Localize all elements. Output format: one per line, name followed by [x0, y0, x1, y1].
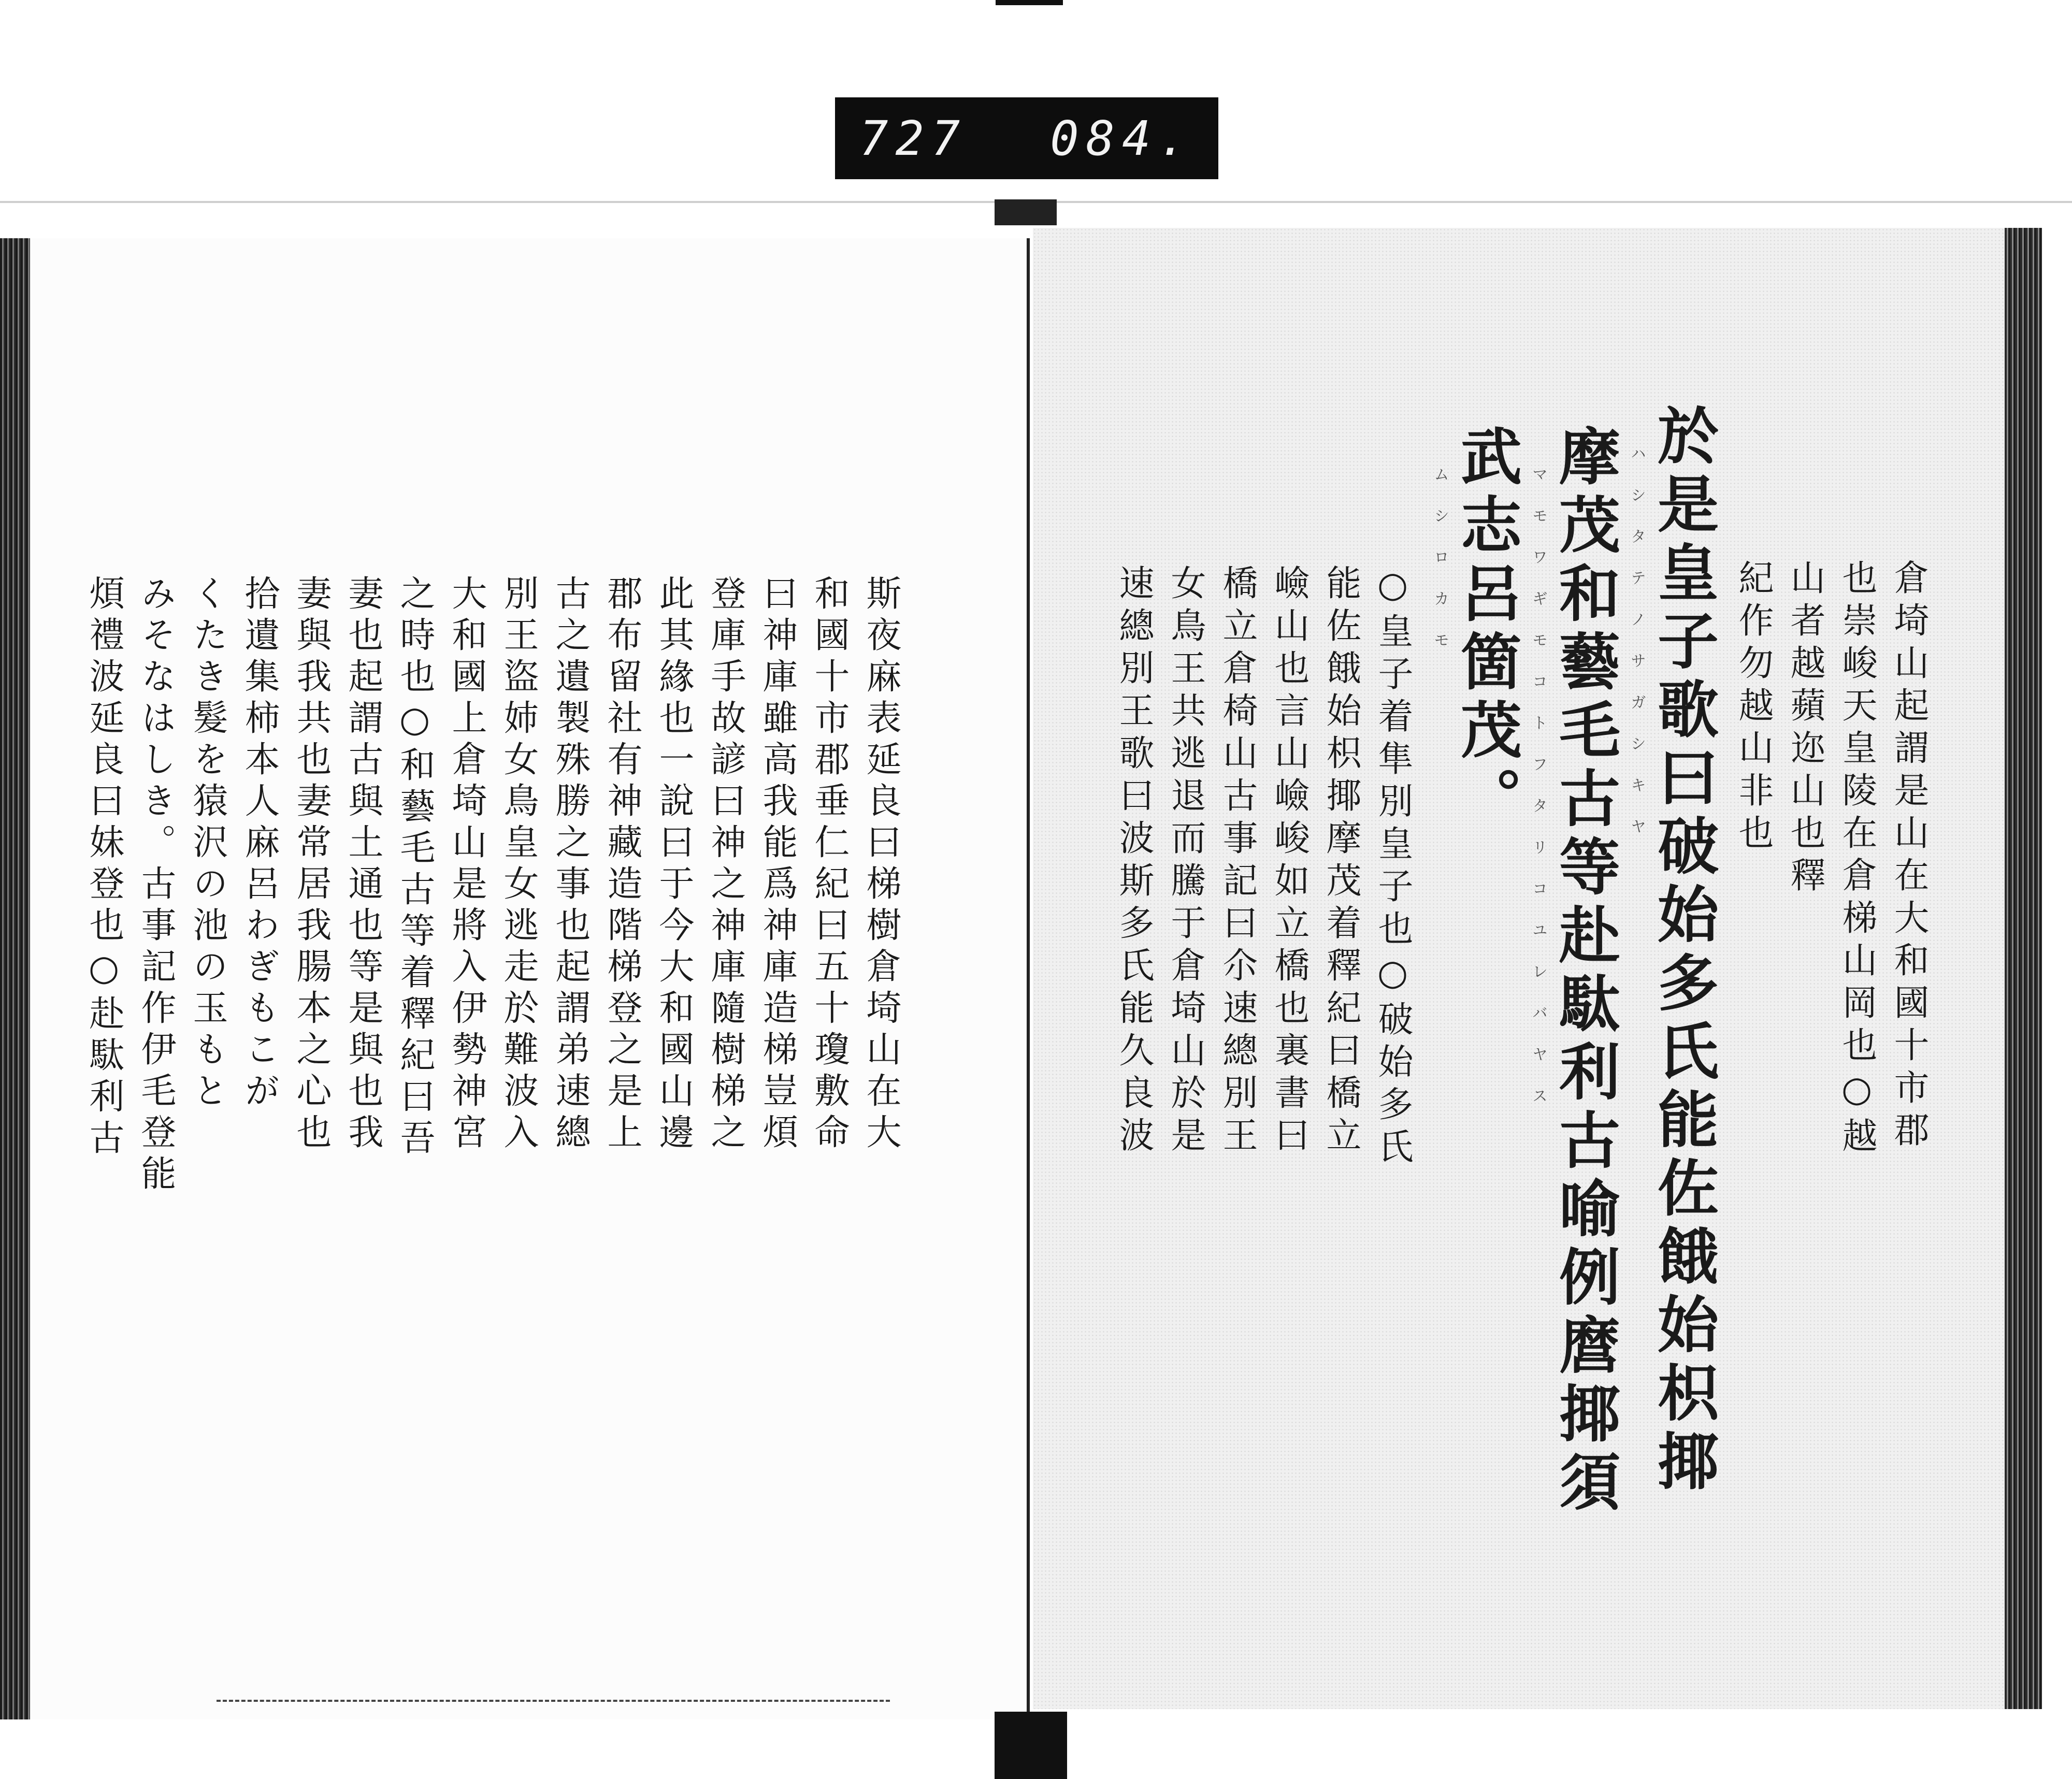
left-page — [30, 238, 1030, 1719]
text-column: 橋立倉椅山古事記曰尒速總別王 — [1217, 565, 1258, 1159]
text-column: 女鳥王共逃退而騰于倉埼山於是 — [1165, 565, 1206, 1159]
film-frame-label — [835, 97, 1218, 179]
poem-reading: マモワギモコトフタリコユレバヤス — [1529, 466, 1547, 1129]
film-top-mark — [996, 0, 1063, 5]
text-column: くたき髮を猿沢の池の玉もと — [187, 575, 228, 1113]
book-binding-bottom — [995, 1712, 1067, 1779]
text-column: 妻也起謂古與土通也等是與也我 — [342, 575, 383, 1155]
film-reel-number: 727 — [859, 110, 968, 166]
text-column: 曰神庫雖高我能爲神庫造梯豈煩 — [757, 575, 798, 1155]
film-frame-number: 084. — [1050, 110, 1194, 166]
text-column: 煩禮波延良曰妹登也○赴駄利古 — [83, 575, 124, 1161]
text-column: 和國十市郡垂仁紀曰五十瓊敷命 — [809, 575, 850, 1155]
text-column: 拾遺集柿本人麻呂わぎもこが — [239, 575, 280, 1113]
text-column: 大和國上倉埼山是將入伊勢神宮 — [446, 575, 487, 1155]
text-column: 此其緣也一說曰于今大和國山邊 — [653, 575, 694, 1155]
book-edge-left — [0, 238, 30, 1719]
right-page — [1033, 228, 2005, 1709]
text-column: 郡布留社有神藏造階梯登之是上 — [601, 575, 642, 1155]
poem-column: 武志呂箇茂。 — [1450, 425, 1522, 835]
text-column: ○皇子着隼別皇子也○破始多氏 — [1372, 565, 1413, 1170]
page-footer-rule — [217, 1700, 890, 1704]
book-binding-top — [995, 199, 1057, 225]
poem-reading: ムシロカモ — [1431, 466, 1449, 673]
text-column: 登庫手故諺曰神之神庫隨樹梯之 — [705, 575, 746, 1155]
poem-reading: ハシタテノサガシキヤ — [1628, 445, 1646, 860]
text-column: 紀作勿越山非也 — [1733, 559, 1774, 857]
book-edge-right — [2005, 228, 2042, 1709]
open-book — [0, 228, 2072, 1719]
text-column: 別王盜姉女鳥皇女逃走於難波入 — [498, 575, 539, 1155]
text-column: 速總別王歌曰波斯多氏能久良波 — [1113, 565, 1154, 1159]
poem-column: 於是皇子歌曰破始多氏能佐餓始枳揶 — [1647, 404, 1719, 1498]
text-column: 斯夜麻表延良曰梯樹倉埼山在大 — [860, 575, 901, 1155]
text-column: 也崇峻天皇陵在倉梯山岡也○越 — [1836, 559, 1877, 1160]
text-column: 之時也○和藝毛古等着釋紀曰吾 — [394, 575, 435, 1161]
text-column: 能佐餓始枳揶摩茂着釋紀曰橋立 — [1320, 565, 1361, 1159]
text-column: 倉埼山起謂是山在大和國十市郡 — [1888, 559, 1929, 1154]
text-column: 嶮山也言山嶮峻如立橋也裏書曰 — [1269, 565, 1310, 1159]
text-column: 古之遺製殊勝之事也起謂弟速總 — [550, 575, 591, 1155]
text-column: 山者越蘋迩山也釋 — [1785, 559, 1825, 899]
text-column: 妻與我共也妻常居我腸本之心也 — [291, 575, 332, 1155]
poem-column: 摩茂和藝毛古等赴駄利古喻例麿揶須 — [1549, 425, 1621, 1518]
text-column: みそなはしき。古事記作伊毛登能 — [135, 575, 176, 1196]
